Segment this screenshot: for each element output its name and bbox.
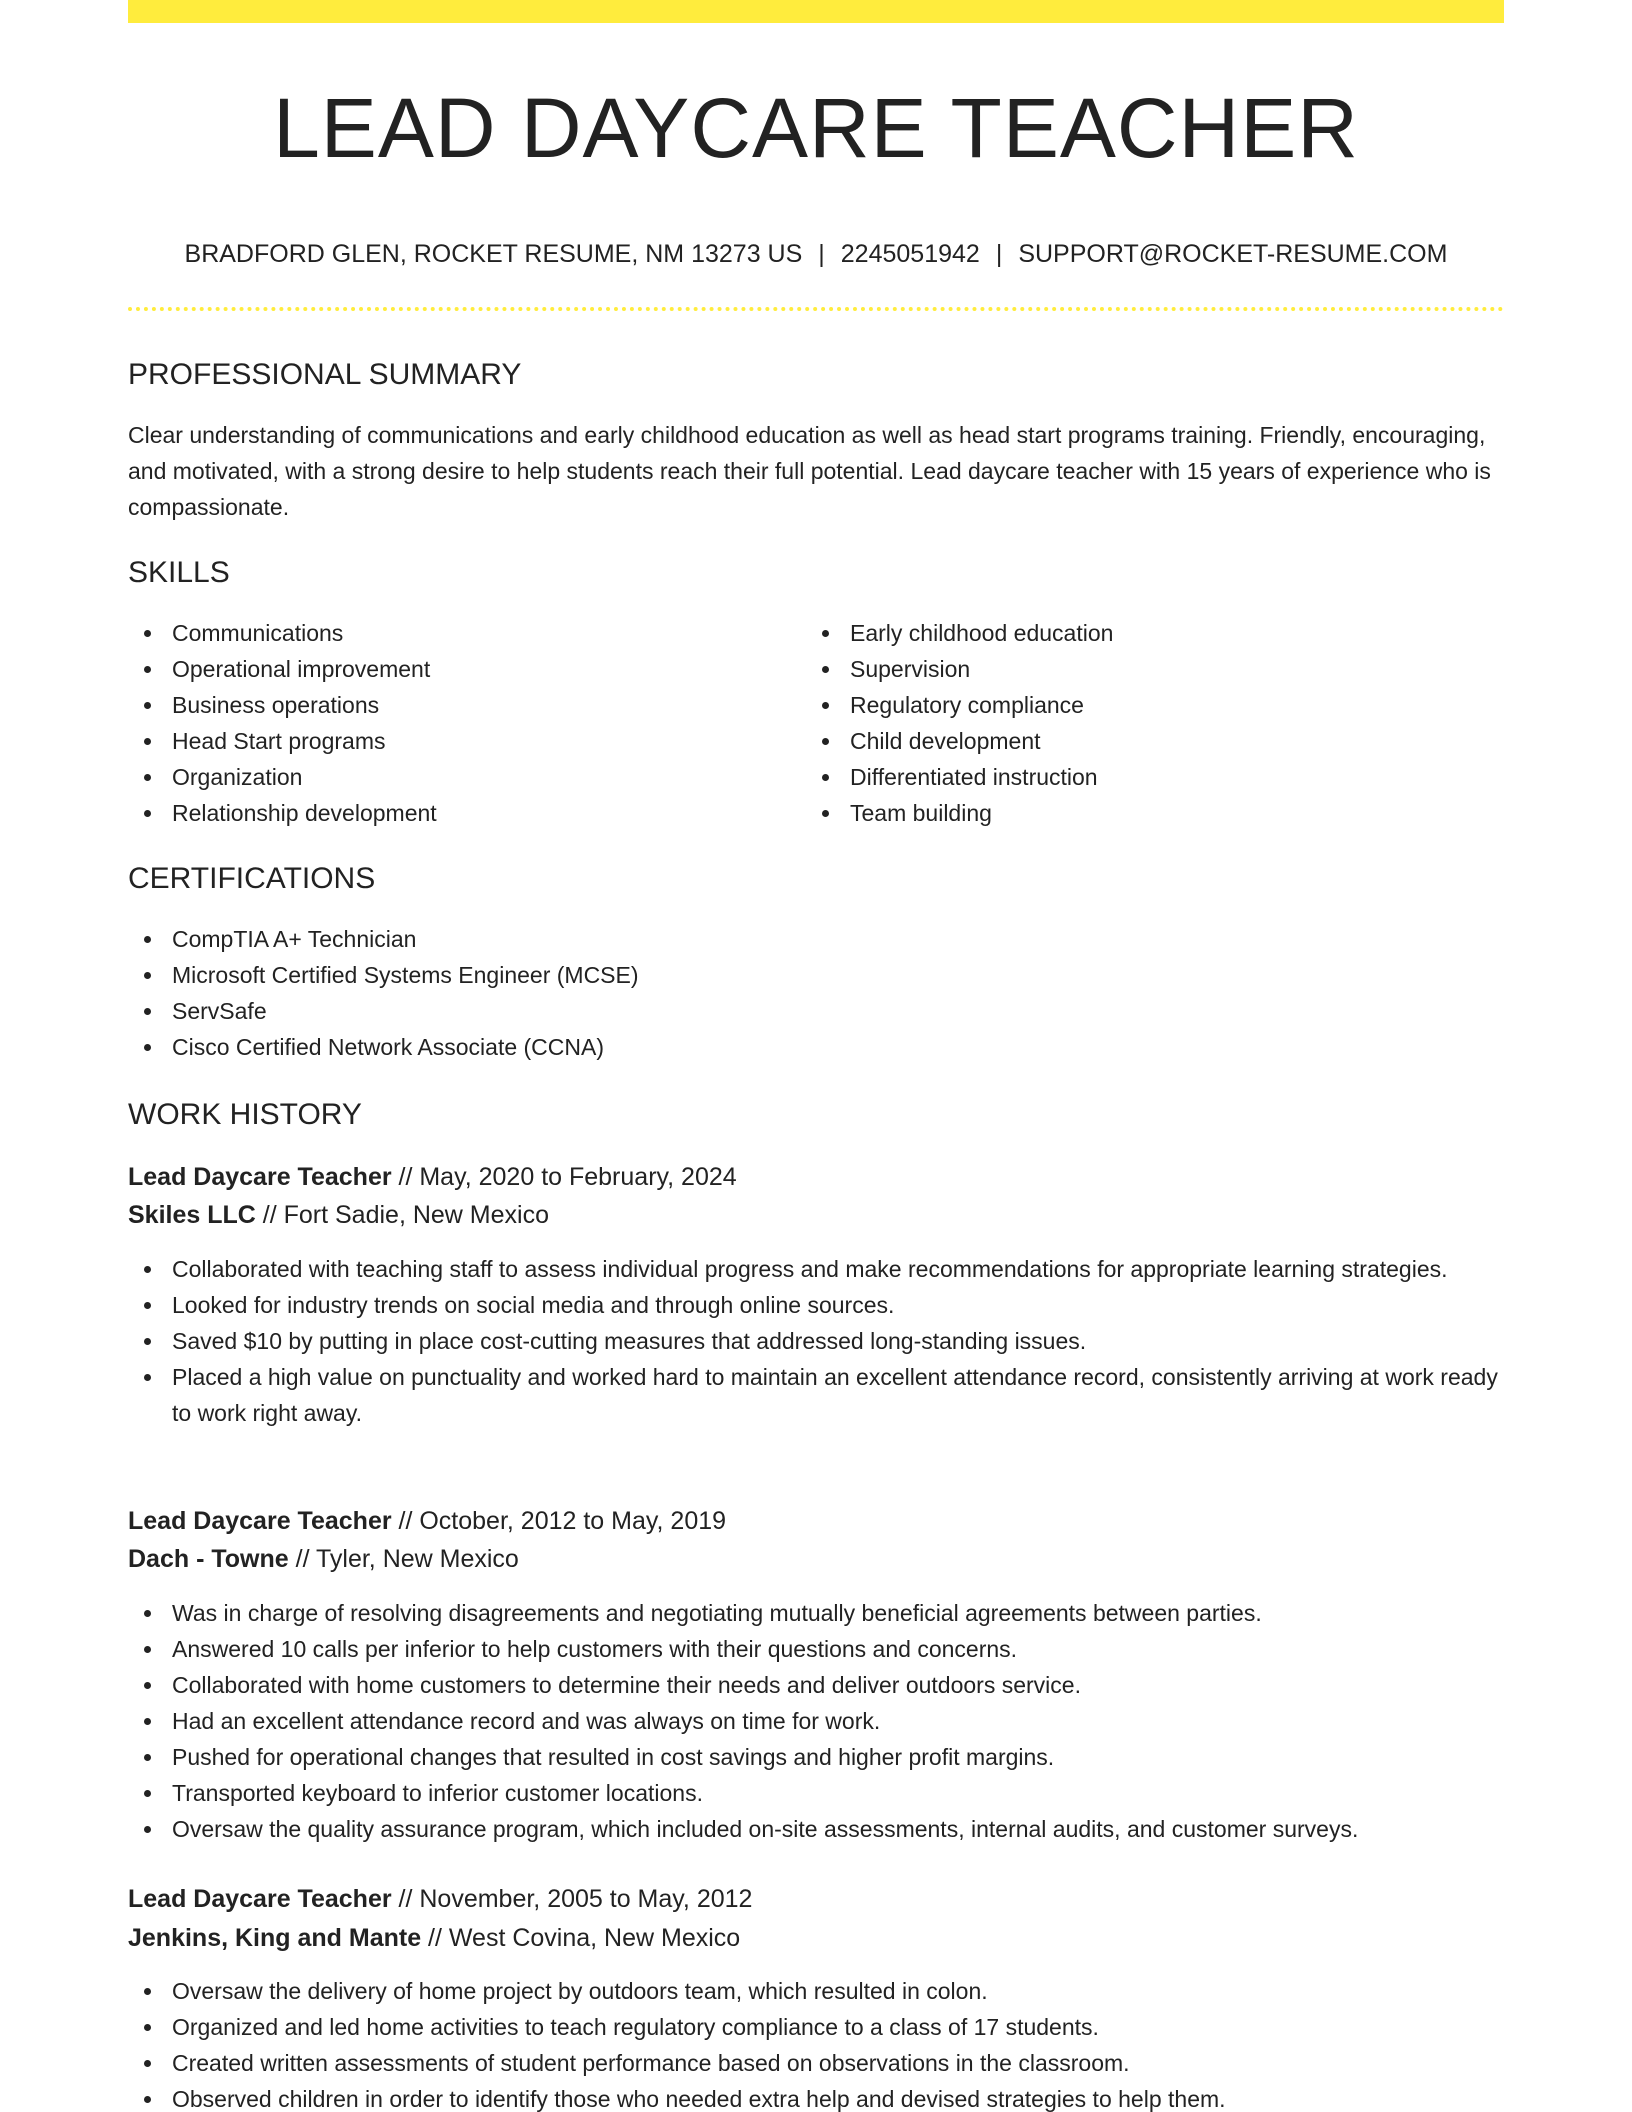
accent-top-bar [128, 0, 1504, 23]
job-company-line [128, 1919, 740, 1957]
list-item: Cisco Certified Network Associate (CCNA) [172, 1029, 1504, 1065]
list-item: Was in charge of resolving disagreements and negotiating mutually beneficial agreements between parties. [172, 1595, 1504, 1631]
summary-text: Clear understanding of communications and early childhood education as well as head start programs training. Friendly, encouraging, and motivated, with a strong desire to help students reach their full potential. Lead daycare teacher with 15 years of experience who is compassionate. [128, 422, 1491, 520]
job-bullets [128, 1595, 1504, 1847]
list-item: Child development [850, 723, 1490, 759]
list-item: Microsoft Certified Systems Engineer (MCSE) [172, 957, 1504, 993]
job-dates: // May, 2020 to February, 2024 [391, 1163, 737, 1191]
list-item: Transported keyboard to inferior customer locations. [172, 1775, 1504, 1811]
list-item: Oversaw the quality assurance program, which included on-site assessments, internal audits, and customer surveys. [172, 1811, 1504, 1847]
job-location: // Tyler, New Mexico [288, 1545, 519, 1573]
list-item: Saved $10 by putting in place cost-cutting measures that addressed long-standing issues. [172, 1323, 1504, 1359]
job-title-line [128, 1158, 737, 1196]
work-history-heading: WORK HISTORY [128, 1098, 362, 1131]
list-item: Placed a high value on punctuality and worked hard to maintain an excellent attendance record, consistently arriving at work ready to work right away. [172, 1359, 1504, 1431]
list-item: Organization [172, 759, 812, 795]
contact-separator: | [818, 240, 825, 268]
list-item: Business operations [172, 687, 812, 723]
certifications-heading: CERTIFICATIONS [128, 862, 376, 895]
job-bullets [128, 1251, 1504, 1431]
list-item: Regulatory compliance [850, 687, 1490, 723]
list-item: Supervision [850, 651, 1490, 687]
job-company: Skiles LLC [128, 1201, 256, 1229]
list-item: Had an excellent attendance record and was always on time for work. [172, 1703, 1504, 1739]
list-item: Communications [172, 615, 812, 651]
list-item: Collaborated with home customers to determine their needs and deliver outdoors service. [172, 1667, 1504, 1703]
list-item: Early childhood education [850, 615, 1490, 651]
contact-email: SUPPORT@ROCKET-RESUME.COM [1018, 240, 1448, 268]
list-item: Organized and led home activities to teach regulatory compliance to a class of 17 students. [172, 2009, 1504, 2045]
list-item: Operational improvement [172, 651, 812, 687]
skills-list-right [806, 615, 1490, 831]
list-item: Created written assessments of student performance based on observations in the classroom. [172, 2045, 1504, 2081]
contact-phone: 2245051942 [840, 240, 980, 268]
skills-list-left [128, 615, 812, 831]
list-item: Differentiated instruction [850, 759, 1490, 795]
job-company-line [128, 1196, 549, 1234]
job-role: Lead Daycare Teacher [128, 1163, 392, 1191]
job-location: // West Covina, New Mexico [421, 1924, 741, 1952]
job-role: Lead Daycare Teacher [128, 1507, 392, 1535]
skills-heading: SKILLS [128, 556, 230, 589]
list-item: Team building [850, 795, 1490, 831]
list-item: ServSafe [172, 993, 1504, 1029]
resume-page [128, 0, 1504, 2112]
summary-heading: PROFESSIONAL SUMMARY [128, 358, 522, 391]
job-title-line [128, 1880, 752, 1918]
job-company-line [128, 1540, 519, 1578]
contact-line [128, 236, 1504, 272]
dotted-divider [128, 307, 1504, 311]
list-item: Collaborated with teaching staff to assess individual progress and make recommendations for appropriate learning strategies. [172, 1251, 1504, 1287]
job-bullets [128, 1973, 1504, 2112]
job-company: Dach - Towne [128, 1545, 289, 1573]
list-item: Observed children in order to identify those who needed extra help and devised strategies to help them. [172, 2081, 1504, 2112]
certifications-list [128, 921, 1504, 1065]
list-item: CompTIA A+ Technician [172, 921, 1504, 957]
list-item: Oversaw the delivery of home project by outdoors team, which resulted in colon. [172, 1973, 1504, 2009]
list-item: Relationship development [172, 795, 812, 831]
list-item: Answered 10 calls per inferior to help customers with their questions and concerns. [172, 1631, 1504, 1667]
list-item: Head Start programs [172, 723, 812, 759]
job-dates: // October, 2012 to May, 2019 [391, 1507, 727, 1535]
list-item: Looked for industry trends on social media and through online sources. [172, 1287, 1504, 1323]
job-dates: // November, 2005 to May, 2012 [391, 1885, 753, 1913]
job-company: Jenkins, King and Mante [128, 1924, 422, 1952]
list-item: Pushed for operational changes that resulted in cost savings and higher profit margins. [172, 1739, 1504, 1775]
page-title: LEAD DAYCARE TEACHER [273, 81, 1359, 175]
job-title-line [128, 1502, 726, 1540]
job-role: Lead Daycare Teacher [128, 1885, 392, 1913]
contact-separator: | [995, 240, 1003, 268]
job-location: // Fort Sadie, New Mexico [255, 1201, 549, 1229]
contact-address: BRADFORD GLEN, ROCKET RESUME, NM 13273 US [184, 240, 803, 268]
